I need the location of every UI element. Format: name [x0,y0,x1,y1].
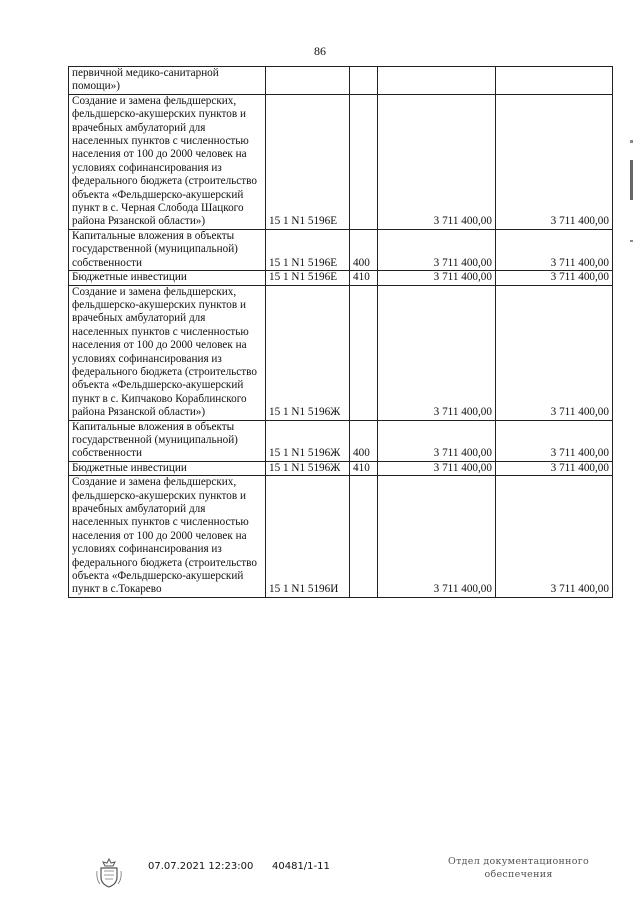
table-row [69,271,613,285]
row-expense-type [350,67,378,95]
department-stamp-line-2: обеспечения [484,869,553,880]
row-expense-type: 410 [350,461,378,475]
row-sum-2: 3 711 400,00 [496,285,613,420]
row-target-code: 15 1 N1 5196Ж [266,420,350,461]
row-expense-type [350,94,378,229]
budget-table-body [69,67,613,598]
row-name: Капитальные вложения в объекты государственной (муниципальной) собственности [69,229,266,270]
row-sum-1: 3 711 400,00 [378,271,496,285]
row-sum-1: 3 711 400,00 [378,94,496,229]
footer-datetime: 07.07.2021 12:23:00 [148,861,254,872]
row-target-code: 15 1 N1 5196Е [266,229,350,270]
row-sum-2 [496,67,613,95]
row-sum-1: 3 711 400,00 [378,229,496,270]
row-name: Бюджетные инвестиции [69,461,266,475]
table-row [69,229,613,270]
scan-edge-artifact [630,240,633,242]
row-target-code [266,67,350,95]
row-target-code: 15 1 N1 5196Е [266,271,350,285]
row-sum-2: 3 711 400,00 [496,271,613,285]
table-row [69,461,613,475]
row-name: Создание и замена фельдшерских, фельдшерско-акушерских пунктов и врачебных амбулаторий для населенных пунктов с численностью населения от 100 до 2000 человек на условиях софинансирования из федерального бюджета (строительство объекта «Фельдшерско-акушерский пункт в с. Кипчаково Кораблинского района Рязанской области») [69,285,266,420]
department-stamp-line-1: Отдел документационного [448,856,590,867]
row-expense-type [350,476,378,598]
row-sum-2: 3 711 400,00 [496,229,613,270]
row-target-code: 15 1 N1 5196Ж [266,461,350,475]
page-number: 86 [314,44,326,58]
row-sum-2: 3 711 400,00 [496,420,613,461]
row-target-code: 15 1 N1 5196И [266,476,350,598]
document-footer [0,853,640,898]
row-name: Капитальные вложения в объекты государственной (муниципальной) собственности [69,420,266,461]
row-sum-1: 3 711 400,00 [378,285,496,420]
footer-reg-number: 40481/1-11 [272,861,330,872]
row-expense-type: 400 [350,420,378,461]
row-expense-type [350,285,378,420]
row-target-code: 15 1 N1 5196Ж [266,285,350,420]
row-name: Создание и замена фельдшерских, фельдшерско-акушерских пунктов и врачебных амбулаторий для населенных пунктов с численностью населения от 100 до 2000 человек на условиях софинансирования из федерального бюджета (строительство объекта «Фельдшерско-акушерский пункт в с.Токарево [69,476,266,598]
department-stamp [448,855,589,881]
budget-table [68,66,613,598]
row-expense-type: 410 [350,271,378,285]
row-sum-1 [378,67,496,95]
row-sum-1: 3 711 400,00 [378,420,496,461]
row-sum-2: 3 711 400,00 [496,476,613,598]
row-target-code: 15 1 N1 5196Е [266,94,350,229]
scan-edge-artifact [630,160,633,200]
scan-edge-artifact [630,140,633,143]
row-name: первичной медико-санитарной помощи») [69,67,266,95]
row-name: Бюджетные инвестиции [69,271,266,285]
table-row [69,476,613,598]
row-sum-2: 3 711 400,00 [496,461,613,475]
table-row [69,67,613,95]
row-sum-2: 3 711 400,00 [496,94,613,229]
coat-of-arms-seal-icon [94,857,124,889]
row-sum-1: 3 711 400,00 [378,461,496,475]
table-row [69,94,613,229]
row-expense-type: 400 [350,229,378,270]
row-name: Создание и замена фельдшерских, фельдшерско-акушерских пунктов и врачебных амбулаторий для населенных пунктов с численностью населения от 100 до 2000 человек на условиях софинансирования из федерального бюджета (строительство объекта «Фельдшерско-акушерский пункт в с. Черная Слобода Шацкого района Рязанской области») [69,94,266,229]
table-row [69,420,613,461]
table-row [69,285,613,420]
row-sum-1: 3 711 400,00 [378,476,496,598]
